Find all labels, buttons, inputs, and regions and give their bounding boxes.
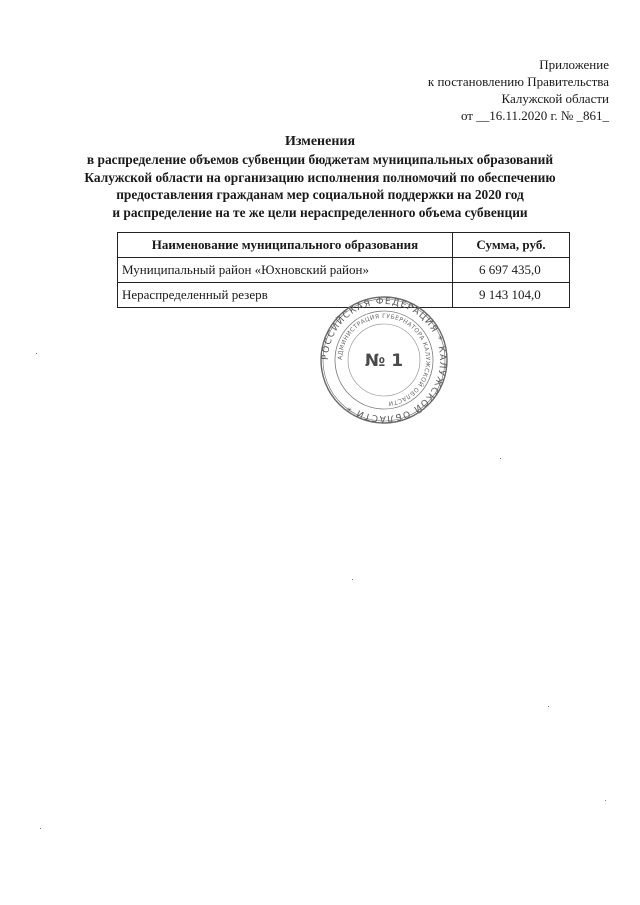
subtitle-line: и распределение на те же цели нераспределенного объема субвенции: [112, 204, 528, 220]
row-name: Муниципальный район «Юхновский район»: [118, 258, 453, 283]
row-amount: 6 697 435,0: [453, 258, 570, 283]
scan-speck: [352, 579, 353, 580]
subtitle-line: в распределение объемов субвенции бюджетам муниципальных образований: [86, 152, 554, 167]
seal-inner-text: АДМИНИСТРАЦИЯ ГУБЕРНАТОРА КАЛУЖСКОЙ ОБЛАСТИ: [336, 312, 432, 407]
document-subtitle: [40, 151, 600, 221]
header-line-3: Калужской области: [501, 91, 609, 106]
column-header-amount: Сумма, руб.: [453, 233, 570, 258]
scan-speck: [40, 828, 41, 829]
column-header-name: Наименование муниципального образования: [118, 233, 453, 258]
table-header-row: [118, 233, 570, 258]
document-title: Изменения: [284, 134, 356, 149]
official-seal: [318, 294, 450, 426]
table-row: [118, 258, 570, 283]
header-line-1: Приложение: [539, 57, 609, 72]
row-amount: 9 143 104,0: [453, 283, 570, 308]
seal-outer-text: РОССИЙСКАЯ ФЕДЕРАЦИЯ * КАЛУЖСКОЙ ОБЛАСТИ *: [320, 296, 448, 424]
scan-speck: [500, 458, 501, 459]
subtitle-line: предоставления гражданам мер социальной поддержки на 2020 год: [116, 187, 524, 202]
row-name: Нераспределенный резерв: [118, 283, 453, 308]
header-line-2: к постановлению Правительства: [427, 74, 609, 89]
approval-header: [428, 56, 609, 124]
seal-number: № 1: [364, 351, 404, 371]
scan-speck: [36, 353, 37, 354]
subtitle-line: Калужской области на организацию исполнения полномочий по обеспечению: [84, 169, 556, 185]
scan-speck: [548, 706, 549, 707]
scan-speck: [605, 800, 606, 801]
header-line-4: от __16.11.2020 г. № _861_: [460, 108, 609, 123]
